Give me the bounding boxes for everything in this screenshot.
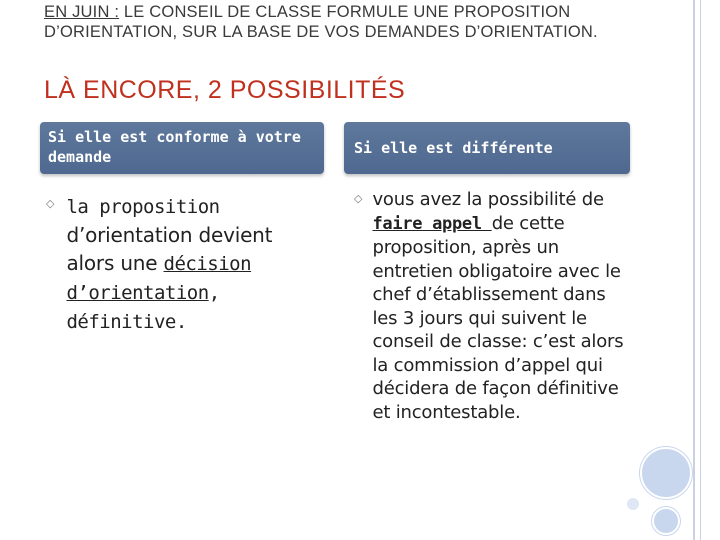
- right-bullet-part: de cette proposition, après un entretien obligatoire avec le chef d’établissement dans les 3 jours qui suivent le conseil de classe: c’est alors la commission d’appel qui décidera de façon définitive et incontestable.: [372, 212, 624, 423]
- left-bullet-part: , définitive.: [66, 282, 220, 333]
- left-bullet-text: [66, 192, 316, 336]
- decorative-vertical-line: [693, 0, 695, 540]
- intro-lead: EN JUIN :: [44, 3, 120, 21]
- right-bullet-text: [372, 188, 630, 424]
- right-column-header-label: Si elle est différente: [354, 139, 553, 157]
- decorative-circle-medium: [652, 507, 680, 535]
- right-column-header: [344, 122, 630, 174]
- left-bullet-part: proposition: [99, 196, 220, 218]
- left-column-header: [40, 122, 324, 174]
- left-column-header-label: Si elle est conforme à votre demande: [48, 128, 301, 166]
- intro-paragraph: [44, 2, 644, 42]
- right-bullet-faire-appel: faire appel: [372, 213, 492, 234]
- decorative-vertical-line-thin: [700, 0, 701, 540]
- decorative-circle-large: [640, 447, 692, 499]
- left-bullet-item: [46, 192, 316, 336]
- diamond-bullet-icon: ◇: [354, 192, 363, 205]
- diamond-bullet-icon: ◇: [46, 197, 55, 210]
- right-bullet-item: [354, 188, 630, 424]
- intro-text: LE CONSEIL DE CLASSE FORMULE UNE PROPOSITION D’ORIENTATION, SUR LA BASE DE VOS DEMANDES D’ORIENTATION.: [44, 3, 598, 41]
- slide-title: LÀ ENCORE, 2 POSSIBILITÉS: [44, 76, 406, 104]
- left-bullet-part: la: [66, 196, 100, 218]
- decorative-circle-small: [627, 498, 639, 510]
- left-bullet-part: d’orientation devient alors une: [66, 223, 273, 275]
- right-bullet-part: vous avez la possibilité de: [372, 189, 604, 210]
- left-bullet-orientation: d’orientation: [66, 282, 209, 304]
- left-bullet-decision: décision: [163, 253, 252, 275]
